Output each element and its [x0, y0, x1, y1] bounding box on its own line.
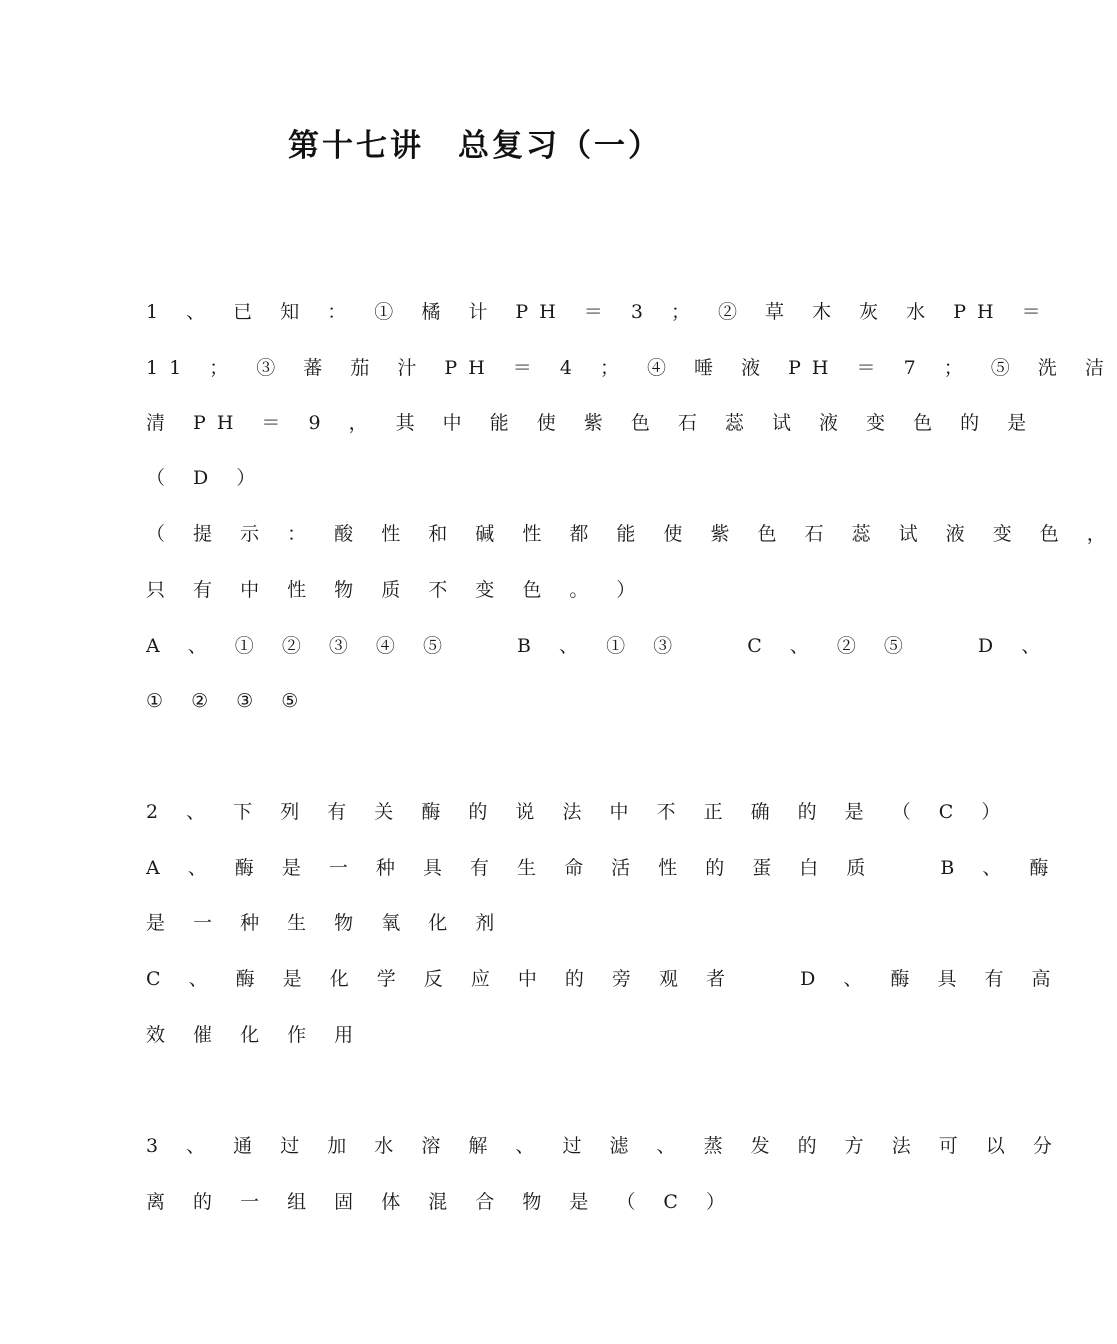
q1-line-3: 清 PH ＝ 9 ， 其 中 能 使 紫 色 石 蕊 试 液 变 色 的 是	[146, 412, 1038, 434]
q1-answer: （ D ）	[146, 467, 267, 489]
page-title: 第十七讲 总复习（一）	[288, 128, 662, 164]
q1-hint-line-1: （ 提 示 ： 酸 性 和 碱 性 都 能 使 紫 色 石 蕊 试 液 变 色 ，	[146, 523, 1117, 545]
q1-line-2: 11 ； ③ 蕃 茄 汁 PH ＝ 4 ； ④ 唾 液 PH ＝ 7 ； ⑤ 洗 洁	[146, 357, 1115, 379]
q2-options-line-2: 是 一 种 生 物 氧 化 剂	[146, 912, 506, 934]
q3-line-2: 离 的 一 组 固 体 混 合 物 是 （ C ）	[146, 1191, 737, 1213]
q1-options-line-1: A 、 ① ② ③ ④ ⑤ B 、 ① ③ C 、 ② ⑤ D 、	[146, 635, 1052, 657]
q1-line-1: 1 、 已 知 ： ① 橘 计 PH ＝ 3 ； ② 草 木 灰 水 PH ＝	[146, 301, 1052, 323]
q2-options-line-4: 效 催 化 作 用	[146, 1024, 365, 1046]
q2-options-line-1: A 、 酶 是 一 种 具 有 生 命 活 性 的 蛋 白 质 B 、 酶	[146, 857, 1060, 879]
q3-line-1: 3 、 通 过 加 水 溶 解 、 过 滤 、 蒸 发 的 方 法 可 以 分	[146, 1135, 1063, 1157]
q2-line-1: 2 、 下 列 有 关 酶 的 说 法 中 不 正 确 的 是 （ C ）	[146, 801, 1012, 823]
q1-options-line-2: ① ② ③ ⑤	[146, 690, 310, 712]
q2-options-line-3: C 、 酶 是 化 学 反 应 中 的 旁 观 者 D 、 酶 具 有 高	[146, 968, 1062, 990]
q1-hint-line-2: 只 有 中 性 物 质 不 变 色 。 ）	[146, 579, 647, 601]
